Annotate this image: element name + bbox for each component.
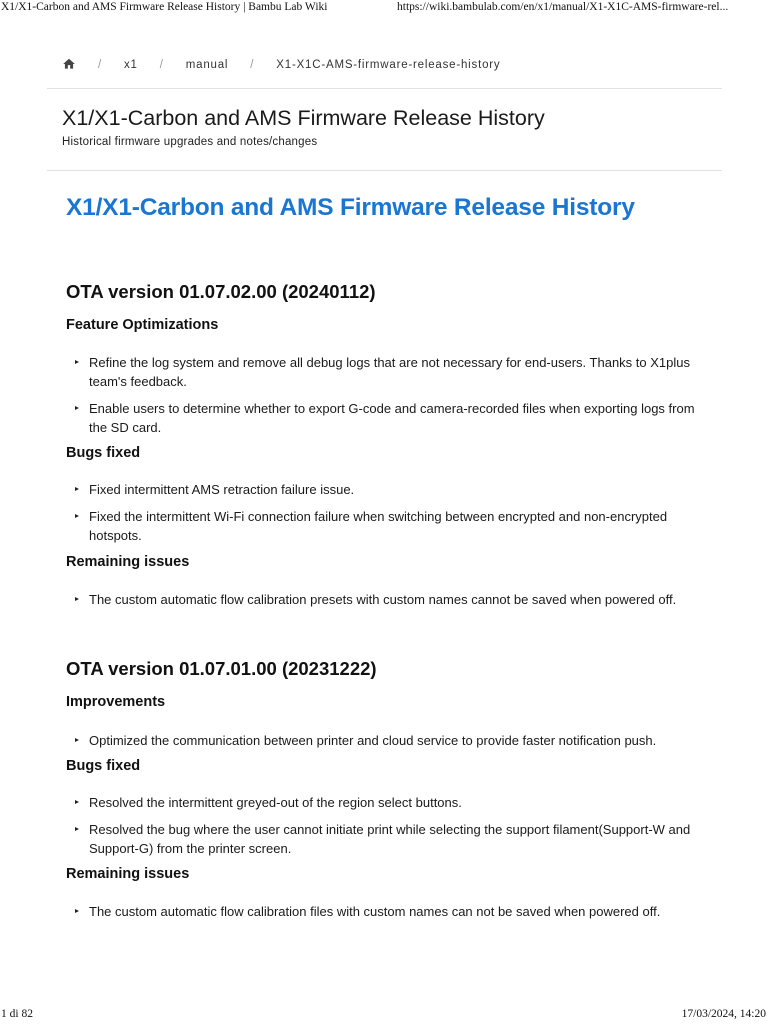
print-header-url: https://wiki.bambulab.com/en/x1/manual/X1-X1C-AMS-firmware-rel... (397, 1, 729, 13)
section-heading: Bugs fixed (66, 445, 141, 461)
bullet-list (66, 793, 716, 858)
breadcrumb (62, 57, 500, 73)
page-title: X1/X1-Carbon and AMS Firmware Release History (62, 106, 545, 130)
list-item: Fixed intermittent AMS retraction failure issue. (66, 480, 716, 499)
divider (47, 88, 722, 89)
breadcrumb-home[interactable] (62, 57, 76, 74)
list-item: Enable users to determine whether to export G-code and camera-recorded files when exporting logs from the SD card. (66, 399, 716, 437)
print-header-title: X1/X1-Carbon and AMS Firmware Release History | Bambu Lab Wiki (1, 1, 328, 13)
list-item: Resolved the intermittent greyed-out of the region select buttons. (66, 793, 716, 812)
article-heading: X1/X1-Carbon and AMS Firmware Release History (66, 194, 635, 221)
breadcrumb-item-x1[interactable]: x1 (124, 59, 138, 71)
print-datetime: 17/03/2024, 14:20 (681, 1008, 766, 1020)
version-heading: OTA version 01.07.01.00 (20231222) (66, 658, 377, 679)
breadcrumb-separator: / (250, 59, 255, 71)
print-footer (0, 1008, 768, 1024)
list-item: Optimized the communication between printer and cloud service to provide faster notification push. (66, 731, 716, 750)
breadcrumb-item-manual[interactable]: manual (185, 59, 229, 71)
section-heading: Bugs fixed (66, 758, 141, 774)
list-item: Resolved the bug where the user cannot initiate print while selecting the support filament(Support-W and Support-G) from the printer screen. (66, 820, 716, 858)
section-heading: Improvements (66, 694, 166, 710)
breadcrumb-separator: / (98, 59, 102, 71)
breadcrumb-item-current[interactable]: X1-X1C-AMS-firmware-release-history (276, 59, 501, 71)
list-item: The custom automatic flow calibration files with custom names can not be saved when powered off. (66, 902, 716, 921)
section-heading: Feature Optimizations (66, 317, 219, 333)
bullet-list (66, 731, 716, 750)
list-item: The custom automatic flow calibration presets with custom names cannot be saved when powered off. (66, 590, 716, 609)
section-heading: Remaining issues (66, 554, 190, 570)
bullet-list (66, 590, 716, 609)
section-heading: Remaining issues (66, 866, 190, 882)
page-subtitle: Historical firmware upgrades and notes/changes (62, 136, 318, 148)
bullet-list (66, 480, 716, 545)
version-heading: OTA version 01.07.02.00 (20240112) (66, 281, 376, 302)
home-icon (62, 57, 76, 71)
breadcrumb-separator: / (159, 59, 164, 71)
divider (47, 170, 722, 171)
bullet-list (66, 353, 716, 437)
list-item: Refine the log system and remove all debug logs that are not necessary for end-users. Thanks to X1plus team's feedback. (66, 353, 716, 391)
list-item: Fixed the intermittent Wi-Fi connection failure when switching between encrypted and non-encrypted hotspots. (66, 507, 716, 545)
print-header (0, 0, 768, 16)
bullet-list (66, 902, 716, 921)
page-counter: 1 di 82 (1, 1008, 33, 1020)
